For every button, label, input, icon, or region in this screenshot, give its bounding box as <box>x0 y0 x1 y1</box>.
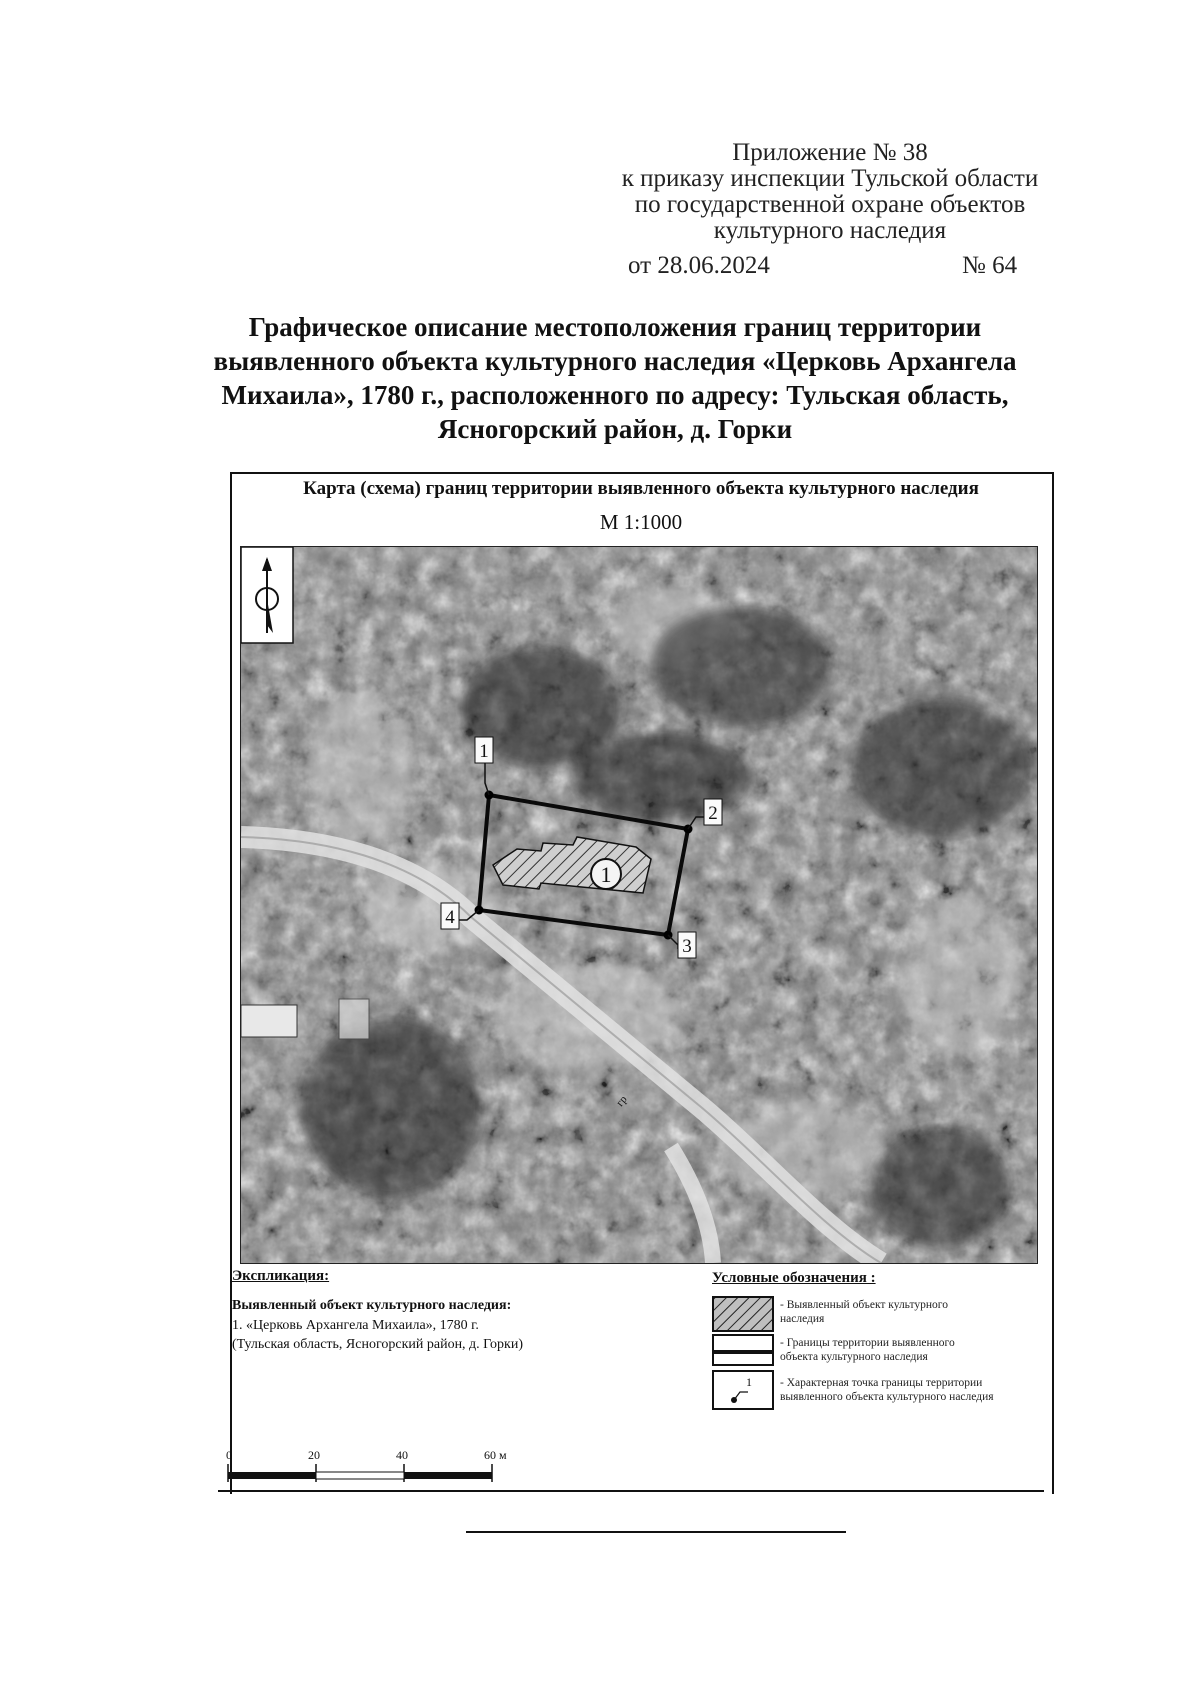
point-label-4: 4 <box>445 907 455 928</box>
appendix-line-3: по государственной охране объектов <box>634 191 1026 218</box>
explication-address: (Тульская область, Ясногорский район, д. Горки) <box>232 1337 523 1352</box>
legend-text-point-2: выявленного объекта культурного наследия <box>780 1391 994 1403</box>
scale-label-40: 40 <box>396 1448 408 1462</box>
hatch-icon <box>714 1298 772 1330</box>
legend-text-point-1: - Характерная точка границы территории <box>780 1377 983 1389</box>
boundary-point-icon <box>714 1372 772 1408</box>
point-label-1: 1 <box>479 741 489 762</box>
title-line-2: выявленного объекта культурного наследия «Церковь Архангела <box>213 346 1017 376</box>
map-scale: М 1:1000 <box>599 510 683 534</box>
appendix-header <box>560 140 1100 244</box>
title-line-4: Ясногорский район, д. Горки <box>437 414 793 444</box>
legend-swatch-point <box>712 1370 774 1410</box>
explication-heading: Экспликация: <box>232 1268 330 1284</box>
legend-text-object-2: наследия <box>780 1313 825 1325</box>
appendix-line-1: Приложение № 38 <box>732 139 928 166</box>
map-bottom-rule <box>218 1490 1044 1492</box>
title-line-3: Михаила», 1780 г., расположенного по адресу: Тульская область, <box>221 380 1009 410</box>
building-left <box>241 1005 297 1037</box>
explication-subheading: Выявленный объект культурного наследия: <box>232 1298 512 1313</box>
scale-label-0: 0 <box>226 1448 232 1462</box>
map-header: Карта (схема) границ территории выявленного объекта культурного наследия <box>303 478 979 499</box>
aerial-map-svg <box>241 547 1037 1263</box>
boundary-line-icon <box>714 1336 772 1364</box>
scale-bar-graphic <box>226 1464 526 1488</box>
legend-heading: Условные обозначения : <box>712 1270 876 1286</box>
order-number: № 64 <box>962 252 1018 279</box>
closing-rule <box>466 1531 846 1533</box>
scale-label-20: 20 <box>308 1448 320 1462</box>
legend-text-point <box>780 1376 1050 1404</box>
object-number: 1 <box>600 862 612 887</box>
order-date: от 28.06.2024 <box>628 252 770 279</box>
aerial-photo <box>240 546 1038 1264</box>
legend-swatch-boundary <box>712 1334 774 1366</box>
legend-text-boundary-2: объекта культурного наследия <box>780 1351 928 1363</box>
legend-text-object-1: - Выявленный объект культурного <box>780 1299 948 1311</box>
legend-swatch-object <box>712 1296 774 1332</box>
explication-item: 1. «Церковь Архангела Михаила», 1780 г. <box>232 1318 479 1333</box>
building-small <box>339 999 369 1039</box>
road-label: гр <box>614 1093 630 1109</box>
title-line-1: Графическое описание местоположения границ территории <box>248 312 982 342</box>
scale-label-60: 60 м <box>484 1448 507 1462</box>
point-label-2: 2 <box>708 803 718 824</box>
legend-point-number: 1 <box>746 1375 752 1389</box>
point-label-3: 3 <box>682 936 692 957</box>
legend-text-boundary <box>780 1336 1050 1364</box>
document-title <box>150 310 1080 446</box>
legend-text-object <box>780 1298 1050 1326</box>
legend-text-boundary-1: - Границы территории выявленного <box>780 1337 955 1349</box>
appendix-line-4: культурного наследия <box>713 217 947 244</box>
appendix-line-2: к приказу инспекции Тульской области <box>621 165 1039 192</box>
